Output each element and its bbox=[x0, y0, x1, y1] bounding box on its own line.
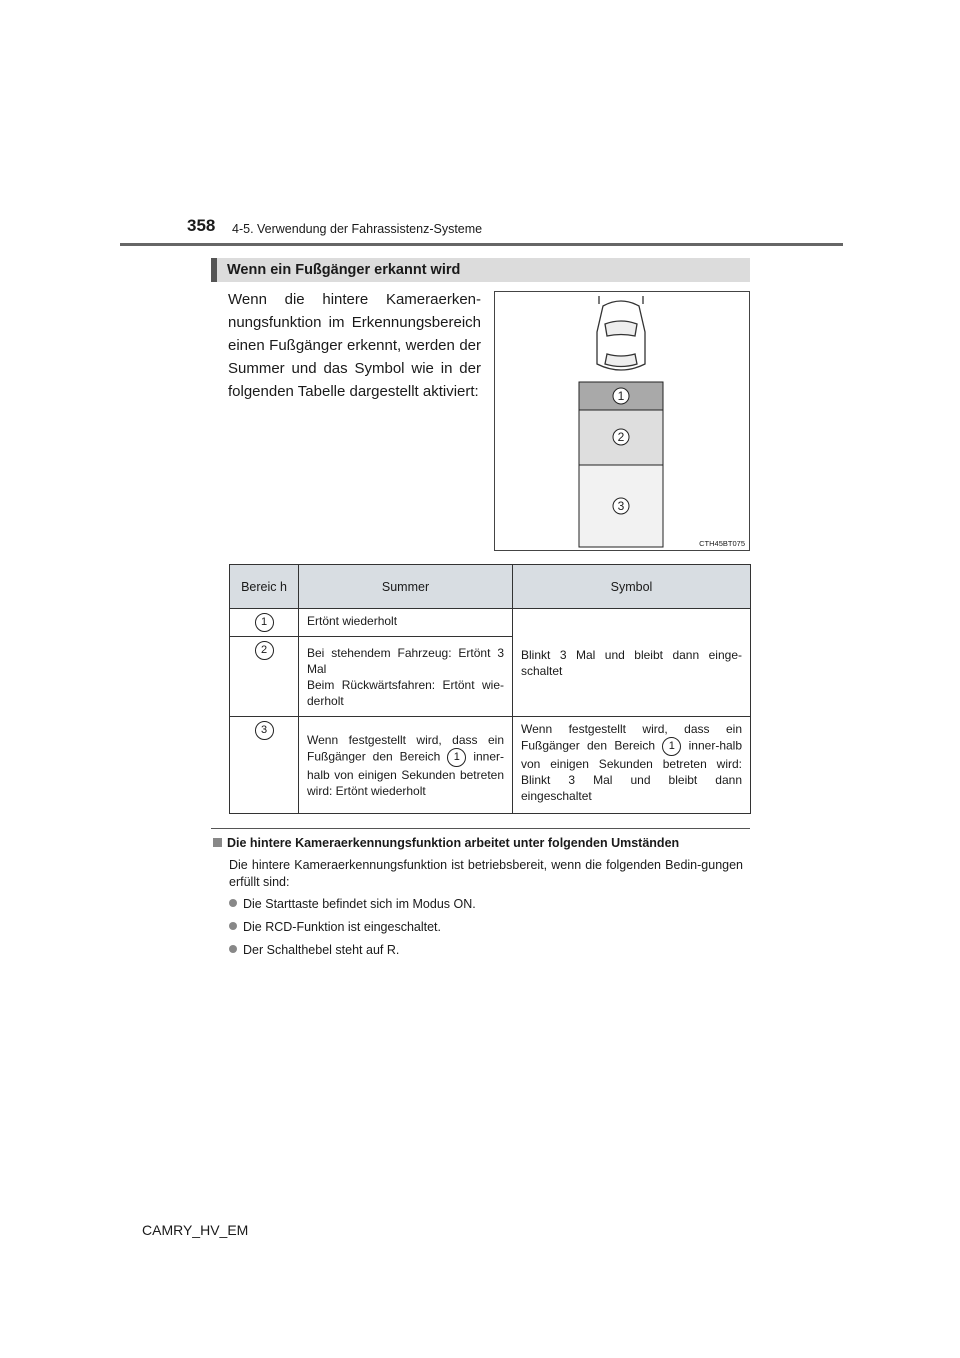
area-ref: 1 bbox=[447, 748, 466, 767]
area-number: 1 bbox=[255, 613, 274, 632]
zone-label-3: 3 bbox=[617, 499, 625, 513]
bullet-icon bbox=[229, 945, 237, 953]
summer-line: Bei stehendem Fahrzeug: Ertönt 3 Mal bbox=[307, 645, 504, 676]
intro-line: folgenden Tabelle dargestellt aktiviert: bbox=[228, 383, 479, 400]
page-number: 358 bbox=[187, 216, 216, 235]
list-item-text: Die Starttaste befindet sich im Modus ON. bbox=[243, 897, 476, 911]
symbol-text: inner-halb von einigen Sekunden betreten wird: Blinkt 3 Mal und bleibt dann eingeschaltet bbox=[521, 738, 743, 803]
detection-zone-diagram bbox=[495, 292, 749, 550]
area-ref: 1 bbox=[662, 737, 681, 756]
header-summer: Summer bbox=[299, 565, 513, 609]
header-symbol: Symbol bbox=[513, 565, 751, 609]
bullet-icon bbox=[229, 922, 237, 930]
zone-label-1: 1 bbox=[617, 389, 625, 403]
table-header-row bbox=[230, 565, 751, 609]
square-bullet-icon bbox=[213, 838, 222, 847]
table-row bbox=[230, 609, 751, 637]
intro-line: Wenn die hintere Kameraerken- bbox=[228, 291, 481, 308]
header-area: Bereic h bbox=[230, 565, 299, 609]
symbol-cell bbox=[513, 717, 751, 814]
summer-cell bbox=[299, 717, 513, 814]
intro-paragraph bbox=[228, 288, 481, 403]
car-top-view-icon bbox=[597, 296, 645, 370]
note-body: Die hintere Kameraerkennungsfunktion ist betriebsbereit, wenn die folgenden Bedin-gungen erfüllt sind: bbox=[229, 858, 743, 889]
list-item bbox=[229, 920, 441, 934]
list-item-text: Der Schalthebel steht auf R. bbox=[243, 943, 400, 957]
area-cell bbox=[230, 637, 299, 717]
section-heading: Wenn ein Fußgänger erkannt wird bbox=[211, 258, 750, 282]
chapter-title: 4-5. Verwendung der Fahrassistenz-Systeme bbox=[232, 222, 483, 236]
summer-text: Wenn festgestellt wird, dass ein Fußgänger den Bereich bbox=[307, 732, 504, 764]
alert-table bbox=[229, 564, 751, 814]
area-number: 2 bbox=[255, 641, 274, 660]
area-cell bbox=[230, 609, 299, 637]
table-row bbox=[230, 717, 751, 814]
summer-cell bbox=[299, 637, 513, 717]
area-number: 3 bbox=[255, 721, 274, 740]
list-item bbox=[229, 943, 399, 957]
bullet-icon bbox=[229, 899, 237, 907]
detection-zone-figure bbox=[494, 291, 750, 551]
zone-label-2: 2 bbox=[617, 430, 625, 444]
footer-model: CAMRY_HV_EM bbox=[142, 1222, 249, 1238]
intro-line: Summer und das Symbol wie in der bbox=[228, 360, 481, 377]
intro-line: nungsfunktion im Erkennungsbereich bbox=[228, 314, 481, 331]
summer-cell: Ertönt wiederholt bbox=[299, 609, 513, 637]
header-rule bbox=[120, 243, 843, 246]
note-title-text: Die hintere Kameraerkennungsfunktion arbeitet unter folgenden Umständen bbox=[227, 836, 680, 850]
intro-line: einen Fußgänger erkennt, werden der bbox=[228, 337, 481, 354]
summer-line: Beim Rückwärtsfahren: Ertönt wie-derholt bbox=[307, 677, 504, 708]
note-title bbox=[213, 836, 679, 850]
symbol-cell: Blinkt 3 Mal und bleibt dann einge-schaltet bbox=[513, 609, 751, 717]
summer-text: inner-halb von einigen Sekunden betreten wird: Ertönt wiederholt bbox=[307, 749, 505, 798]
list-item-text: Die RCD-Funktion ist eingeschaltet. bbox=[243, 920, 441, 934]
figure-code: CTH45BT075 bbox=[699, 539, 745, 548]
area-cell bbox=[230, 717, 299, 814]
note-rule bbox=[211, 828, 750, 829]
list-item bbox=[229, 897, 476, 911]
symbol-text: Wenn festgestellt wird, dass ein Fußgänger den Bereich bbox=[521, 722, 742, 753]
